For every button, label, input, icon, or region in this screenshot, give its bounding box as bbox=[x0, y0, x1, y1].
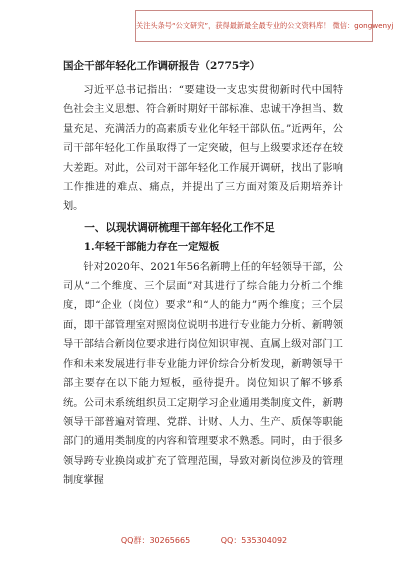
intro-paragraph: 习近平总书记指出：“要建设一支忠实贯彻新时代中国特色社会主义思想、符合新时期好干部标准、忠诚干净担当、数量充足、充满活力的高素质专业化年轻干部队伍。”近两年，公司干部年轻化工作虽取得了一定突破，但与上级要求还存在较大差距。对此，公司对干部年轻化工作展开调研，找出了影响工作推进的难点、痛点，并提出了三方面对策及后期培养计划。 bbox=[63, 85, 343, 213]
qq-group: QQ群：30265665 bbox=[120, 536, 191, 545]
document-title: 国企干部年轻化工作调研报告（2775字） bbox=[63, 60, 261, 72]
footer-contacts bbox=[0, 535, 408, 546]
promo-banner: 关注头条号“公文研究”，获得最新最全最专业的公文资料库！ 微信：gongwenyj bbox=[135, 10, 373, 42]
section-heading: 一、以现状调研梳理干部年轻化工作不足 bbox=[84, 221, 275, 234]
document-body bbox=[63, 58, 343, 491]
subsection-heading: 1.年轻干部能力存在一定短板 bbox=[83, 241, 220, 254]
body-paragraph: 针对2020年、2021年56名新聘上任的年轻领导干部，公司从“二个维度、三个层面”对其进行了综合能力分析二个维度，即“企业（岗位）要求”和“人的能力”两个维度；三个层面，即干部管理室对照岗位说明书进行专业能力分析、新聘领导干部结合新岗位要求进行岗位知识审视、直属上级对部门工作和未来发展进行非专业能力评价综合分析发现，新聘领导干部主要存在以下能力短板，亟待提升。岗位知识了解不够系统。公司未系统组织员工定期学习企业通用类制度文件，新聘领导干部普遍对管理、党群、计财、人力、生产、质保等职能部门的通用类制度的内容和管理要求不熟悉。同时，由于很多领导跨专业换岗或扩充了管理范围，导致对新岗位涉及的管理制度掌握 bbox=[63, 261, 343, 487]
qq-contact: QQ：535304092 bbox=[220, 536, 288, 545]
